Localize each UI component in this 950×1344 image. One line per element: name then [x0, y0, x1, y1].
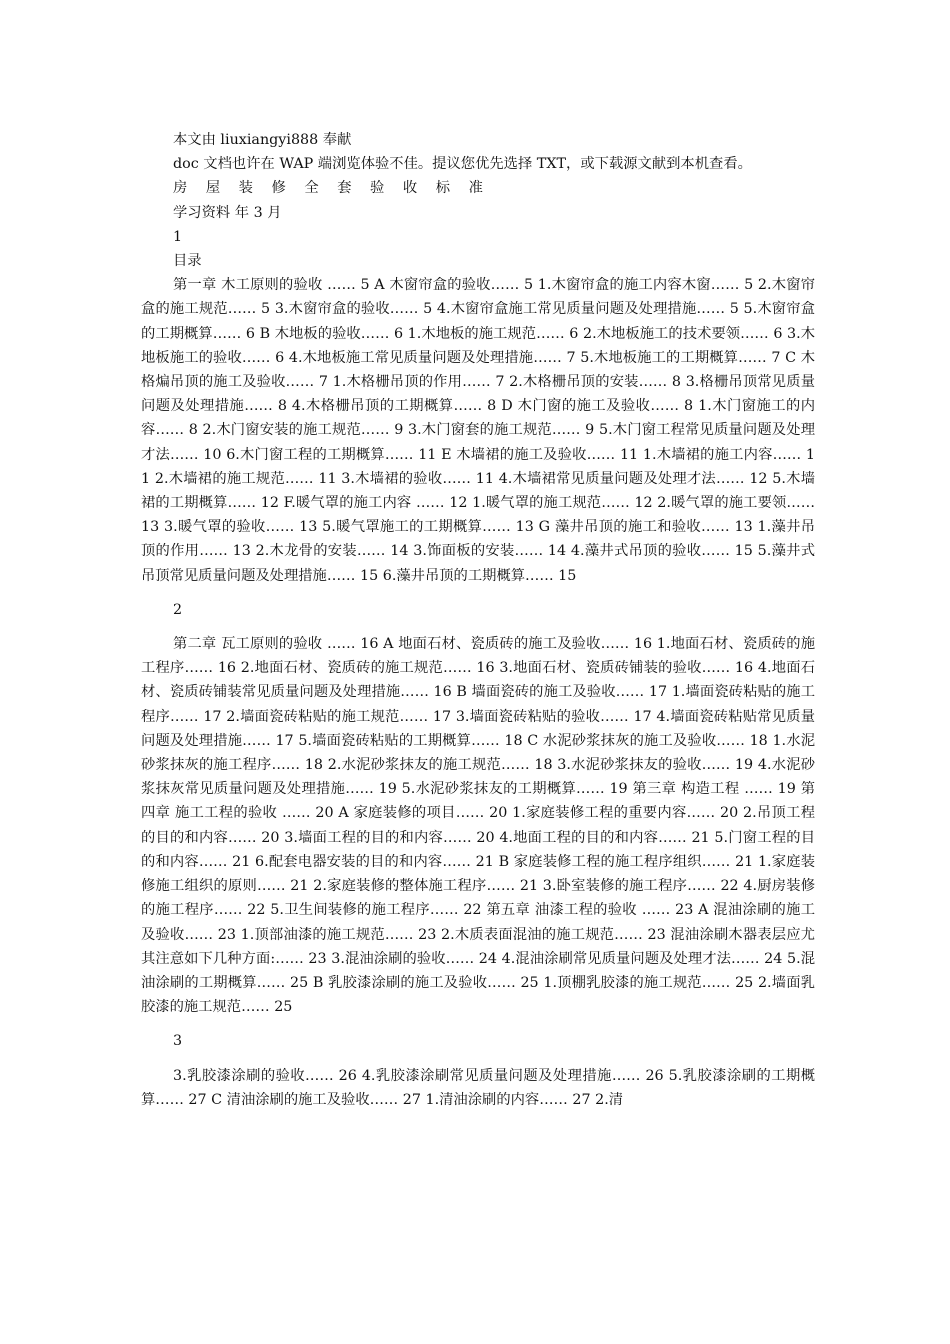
toc-continuation: 3.乳胶漆涂刷的验收…… 26 4.乳胶漆涂刷常见质量问题及处理措施…… 26 5.乳胶漆涂刷的工期概算…… 27 C 清油涂刷的施工及验收…… 27 1.清油涂刷的内容…… 27 2.清	[141, 1067, 815, 1108]
page-number: 1	[173, 228, 183, 245]
page-number: 2	[173, 601, 183, 618]
document-page	[141, 128, 815, 1112]
toc-chapter-1: 第一章 木工原则的验收 …… 5 A 木窗帘盒的验收…… 5 1.木窗帘盒的施工内容木窗…… 5 2.木窗帘盒的施工规范…… 5 3.木窗帘盒的验收…… 5 4.木窗帘盒施工常见质量问题及处理措施…… 5 5.木窗帘盒的工期概算…… 6 B 木地板的验收…… 6 1.木地板的施工规范…… 6 2.木地板施工的技术要领…… 6 3.木地板施工的验收…… 6 4.木地板施工常见质量问题及处理措施…… 7 5.木地板施工的工期概算…… 7 C 木格煸吊顶的施工及验收…… 7 1.木格栅吊顶的作用…… 7 2.木格栅吊顶的安装…… 8 3.格栅吊顶常见质量问题及处理措施…… 8 4.木格栅吊顶的工期概算…… 8 D 木门窗的施工及验收…… 8 1.木门窗施工的内容…… 8 2.木门窗安装的施工规范…… 9 3.木门窗套的施工规范…… 9 5.木门窗工程常见质量问题及处理才法…… 10 6.木门窗工程的工期概算…… 11 E 木墙裙的施工及验收…… 11 1.木墙裙的施工内容…… 11 2.木墙裙的施工规范…… 11 3.木墙裙的验收…… 11 4.木墙裙常见质量问题及处理才法…… 12 5.木墙裙的工期概算…… 12 F.暖气罩的施工内容 …… 12 1.暖气罩的施工规范…… 12 2.暖气罩的施工要领…… 13 3.暖气罩的验收…… 13 5.暖气罩施工的工期概算…… 13 G 藻井吊顶的施工和验收…… 13 1.藻井吊顶的作用…… 13 2.木龙骨的安装…… 14 3.饰面板的安装…… 14 4.藻井式吊顶的验收…… 15 5.藻井式吊顶常见质量问题及处理措施…… 15 6.藻井吊顶的工期概算…… 15	[141, 277, 815, 584]
document-title: 房 屋 装 修 全 套 验 收 标 准	[173, 180, 490, 197]
toc-chapters-2-5: 第二章 瓦工原则的验收 …… 16 A 地面石材、瓷质砖的施工及验收…… 16 1.地面石材、瓷质砖的施工程序…… 16 2.地面石材、瓷质砖的施工规范…… 16 3.地面石材、瓷质砖铺装的验收…… 16 4.地面石材、瓷质砖铺装常见质量问题及处理措施…… 16 B 墙面瓷砖的施工及验收…… 17 1.墙面瓷砖粘贴的施工程序…… 17 2.墙面瓷砖粘贴的施工规范…… 17 3.墙面瓷砖粘贴的验收…… 17 4.墙面瓷砖粘贴常见质量问题及处理措施…… 17 5.墙面瓷砖粘贴的工期概算…… 18 C 水泥砂浆抹灰的施工及验收…… 18 1.水泥砂浆抹灰的施工程序…… 18 2.水泥砂浆抹友的施工规范…… 18 3.水泥砂浆抹友的验收…… 19 4.水泥砂浆抹灰常见质量问题及处理措施…… 19 5.水泥砂浆抹友的工期概算…… 19 第三章 构造工程 …… 19 第四章 施工工程的验收 …… 20 A 家庭装修的项目…… 20 1.家庭装修工程的重要内容…… 20 2.吊顶工程的目的和内容…… 20 3.墙面工程的目的和内容…… 20 4.地面工程的目的和内容…… 21 5.门窗工程的目的和内容…… 21 6.配套电器安装的目的和内容…… 21 B 家庭装修工程的施工程序组织…… 21 1.家庭装修施工组织的原则…… 21 2.家庭装修的整体施工程序…… 21 3.卧室装修的施工程序…… 22 4.厨房装修的施工程序…… 22 5.卫生间装修的施工程序…… 22 第五章 油漆工程的验收 …… 23 A 混油涂刷的施工及验收…… 23 1.顶部油漆的施工规范…… 23 2.木质表面混油的施工规范…… 23 混油涂刷木器表层应尤其注意如下几种方面:…… 23 3.混油涂刷的验收…… 24 4.混油涂刷常见质量问题及处理才法…… 24 5.混油涂刷的工期概算…… 25 B 乳胶漆涂刷的施工及验收…… 25 1.顶棚乳胶漆的施工规范…… 25 2.墙面乳胶漆的施工规范…… 25	[141, 636, 815, 1016]
format-notice: doc 文档也许在 WAP 端浏览体验不佳。提议您优先选择 TXT，或下载源文献到本机查看。	[173, 156, 752, 173]
toc-heading: 目录	[173, 253, 202, 270]
document-subtitle: 学习资料 年 3 月	[173, 204, 282, 221]
contributor-line: 本文由 liuxiangyi888 奉献	[173, 132, 352, 148]
page-number: 3	[173, 1033, 183, 1050]
